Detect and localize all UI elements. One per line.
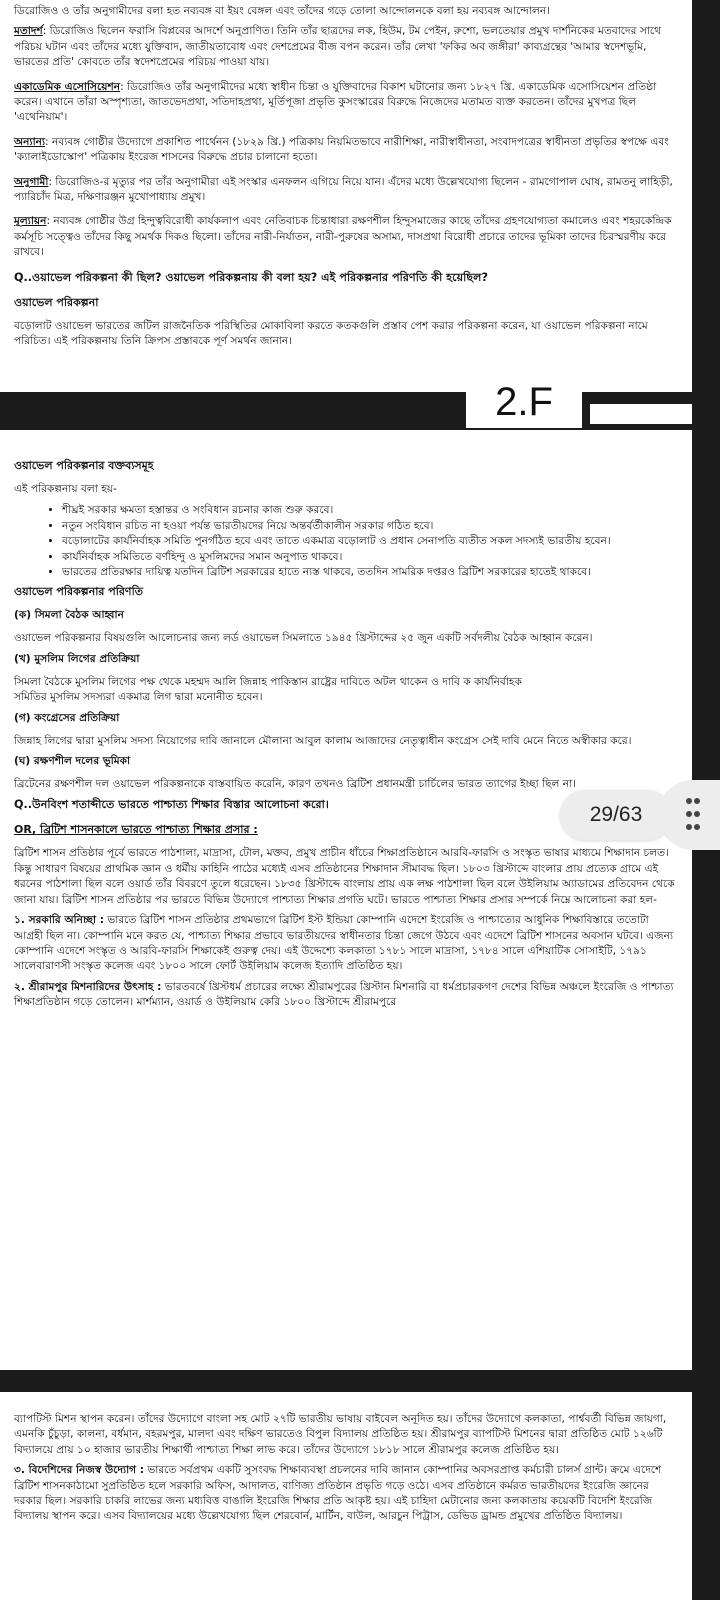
outcome-title: (খ) মুসলিম লিগের প্রতিক্রিয়া <box>14 652 140 665</box>
page-counter: 29/63 <box>560 790 672 840</box>
section-term: মতাদর্শ <box>14 25 43 38</box>
page-number-label: 2.F <box>466 376 582 428</box>
section-others <box>14 135 678 166</box>
point-term: ২. শ্রীরামপুর মিশনারিদের উৎসাহ : <box>14 980 162 993</box>
point-term: ৩. বিদেশিদের নিজস্ব উদ্যোগ : <box>14 1464 145 1477</box>
section-text: : ডিরোজিও ছিলেন ফরাসি বিপ্লবের আদর্শে অনুপ্রাণিত। তিনি তাঁর ছাত্রদের লক, হিউম, টম পেইন, রুশো, ভলতেয়ার প্রমুখ দার্শনিকের মতবাদের সাথে পরিচয় ঘটান এবং তাঁদের মধ্যে যুক্তিবাদ, জাতীয়তাবোধ এবং দেশপ্রেমের বীজ বপন করেন। তাঁর লেখা 'ফকির অব জঙ্গীরা' কাব্যগ্রন্থের 'আমার স্বদেশভূমি, ভারতের প্রতি' কোবতে তাঁর স্বদেশপ্রেমের পরিচয় পাওয়া যায়। <box>14 25 662 69</box>
section-text: : নব্যবঙ্গ গোষ্ঠীর উদ্যোগে প্রকাশিত পার্থেনন (১৮২৯ খ্রি.) পত্রিকায় নিয়মিতভাবে নারীশিক্ষা, নারীস্বাধীনতা, সংবাদপত্রের স্বাধীনতা প্রভৃতির স্বপক্ষে এবং 'ক্যালাইডোস্কোপ' পত্রিকায় ইংরেজ শাসনের বিরুদ্ধে প্রচার চালানো হতো। <box>14 135 669 164</box>
intro-paragraph: বড়োলাট ওয়াভেল ভারতের জটিল রাজনৈতিক পরিস্থিতির মোকাবিলা করতে কতকগুলি প্রস্তাব পেশ করার পরিকল্পনা করেন, যা ওয়াভেল পরিকল্পনা নামে পরিচিত। এই পরিকল্পনায় তিনি ক্রিপস প্রস্তাবকে পূর্ণ সমর্থন জানান। <box>14 319 648 348</box>
outcome-title: (ক) সিমলা বৈঠক আহ্বান <box>14 609 124 622</box>
list-item: • কার্যনির্বাহক সমিতিতে বর্ণহিন্দু ও মুসলিমদের সমান অনুপাত থাকবে। <box>62 550 678 565</box>
page-label-strip <box>590 404 692 424</box>
document-page-3 <box>0 1392 692 1600</box>
outcome-text: ব্রিটেনের রক্ষণশীল দল ওয়াভেল পরিকল্পনাকে বাস্তবায়িত করেনি, কারণ তখনও ব্রিটিশ প্রধানমন্ত্রী চার্চিলের ভারত ত্যাগের ইচ্ছা ছিল না। <box>14 778 576 791</box>
or-heading-text: ব্রিটিশ শাসনকালে ভারতে পাশ্চাত্য শিক্ষার প্রসার : <box>36 823 258 837</box>
outcome-title: (ঘ) রক্ষণশীল দলের ভূমিকা <box>14 755 131 768</box>
fast-scroll-handle[interactable] <box>658 780 720 850</box>
list-item: • শীঘ্রই সরকার ক্ষমতা হস্তান্তর ও সংবিধান রচনার কাজ শুরু করবে। <box>62 503 678 518</box>
section-term: অন্যান্য <box>14 135 46 148</box>
outcome-text: জিন্নাহ লিগের দ্বারা মুসলিম সদস্য নিয়োগের দাবি জানালে মৌলানা আবুল কালাম আজাদের নেতৃত্বাধীন কংগ্রেস সেই দাবি মেনে নিতে অস্বীকার করে। <box>14 734 632 747</box>
point-paragraph <box>14 1463 678 1525</box>
education-intro: ব্রিটিশ শাসন প্রতিষ্ঠার পূর্বে ভারতে পাঠশালা, মাদ্রাসা, টোল, মক্তব, প্রমুখ প্রাচীন ধাঁচের শিক্ষাপ্রতিষ্ঠানে আরবি-ফারসি ও সংস্কৃত ভাষার মাধ্যমে শিক্ষাদান চলত। কিন্তু সাধারণ বিষয়ের প্রাথমিক জ্ঞান ও ধর্মীয় কাহিনি পাঠের মধ্যেই এসব প্রতিষ্ঠানের শিক্ষাদান সীমাবদ্ধ ছিল। ১৮০৩ খ্রিস্টাব্দে বাংলার প্রায় প্রত্যেক গ্রামে এই ধরনের পাঠশালা ছিল বলে ওয়ার্ড তাঁর বিবরণে তুলে ধরেছেন। ১৮৩৫ খ্রিস্টাব্দে বাংলায় প্রায় এক লক্ষ পাঠশালা ছিল বলে উইলিয়াম অ্যাডামের প্রতিবেদন থেকে জানা যায়। ব্রিটিশ শাসন প্রতিষ্ঠার পর ভারতে বিভিন্ন উদ্যোগে পাশ্চাত্য শিক্ষার প্রগতি ঘটে। ভারতে পাশ্চাত্য শিক্ষার প্রসার সম্পর্কে নিম্নে আলোচনা করা হল- <box>14 847 675 906</box>
point-text: ভারতে সর্বপ্রথম একটি সুসংবদ্ধ শিক্ষাব্যবস্থা প্রচলনের দাবি জানান কোম্পানির অবসরপ্রাপ্ত কর্মচারী চালর্স গ্রান্ট। ক্রমে এদেশে ব্রিটিশ শাসনকাঠামো সুপ্রতিষ্ঠিত হলে সরকারি অফিস, আদালত, বাণিজ্য প্রতিষ্ঠান প্রভৃতি গড়ে ওঠে। এসব প্রতিষ্ঠানে কর্মরত ভারতীয়দের ইংরেজি জ্ঞানের দরকার ছিল। সরকারি চাকরি লাভের জন্য মধ্যবিত্ত বাঙালি ইংরেজি শিক্ষার প্রতি আকৃষ্ট হয়। এই চাহিদা মেটানোর জন্য কলকাতায় কয়েকটি বিদেশি ইংরেজি বিদ্যালয় স্থাপন করে। এসব বিদ্যালয়ের মধ্যে উল্লেখযোগ্য ছিল শেরবোর্ন, মার্টিন, বাউল, আরচুন পিট্রাস, ডেভিড ড্রামন্ড প্রমুখের প্রতিষ্ঠিত বিদ্যালয়। <box>14 1464 662 1523</box>
outcome-text: ওয়াভেল পরিকল্পনার বিষয়গুলি আলোচনার জন্য লর্ড ওয়াভেল সিমলাতে ১৯৪৫ খ্রিস্টাব্দের ২৫ জুন একটি সর্বদলীয় বৈঠক আহ্বান করেন। <box>14 632 593 645</box>
point-paragraph <box>14 913 678 975</box>
bullet-list <box>62 503 678 580</box>
section-text: : নব্যবঙ্গ গোষ্ঠীর উগ্র হিন্দুত্ববিরোধী কার্যকলাপ এবং নেতিবাচক চিন্তাধারা রক্ষণশীল হিন্দুসমাজের কাছে তাঁদের গ্রহণযোগ্যতা কমালেও এবং শহরকেন্দ্রিক কর্মসূচি সত্ত্বেও তাঁদের কিছু সমর্থক দিকও ছিলো। তাঁদের নারী-নির্যাতন, নারী-পুরুষের অসাম্য, দাসপ্রথা বিরোধী প্রচারে তাদের ভূমিকা তাদের চিরস্মরণীয় করে রাখবে। <box>14 215 672 259</box>
section-evaluation <box>14 214 678 260</box>
outcome-text: সিমলা বৈঠকে মুসলিম লিগের পক্ষ থেকে মহম্মদ আলি জিন্নাহ পাকিস্তান রাষ্ট্রের দাবিতে অটল থাকেন ও দাবি ক কার্যনির্বাহক সমিতির মুসলিম সদস্যরা একমাত্র লিগ দ্বারা মনোনীত হবেন। <box>14 675 522 704</box>
continuation-paragraph: ব্যাপটিস্ট মিশন স্থাপন করেন। তাঁদের উদ্যোগে বাংলা সহ মোট ২৭টি ভারতীয় ভাষায় বাইবেল অনূদিত হয়। তাঁদের উদ্যোগে কলকাতা, পার্শ্ববর্তী বিভিন্ন জায়গা, এমনকি চুঁচুড়া, কালনা, বর্ধমান, বহরমপুর, মালদা এবং দক্ষিণ ভারতেও বিপুল বিদ্যালয় প্রতিষ্ঠিত হয়। শ্রীরামপুর ব্যাপটিস্ট মিশনের দ্বারা প্রতিষ্ঠিত মোট ১২৬টি বিদ্যালয়ে প্রায় ১০ হাজার ভারতীয় শিক্ষার্থী পাশ্চাত্য শিক্ষা লাভ করে। তাঁদের উদ্যোগে ১৮১৮ সালে শ্রীরামপুর কলেজ প্রতিষ্ঠিত হয়। <box>14 1413 667 1456</box>
outcome-heading: ওয়াভেল পরিকল্পনার পরিণতি <box>14 585 143 599</box>
lead-text: এই পরিকল্পনায় বলা হয়- <box>14 483 117 495</box>
list-item: • বড়োলাটের কার্যনির্বাহক সমিতি পুনর্গঠিত হবে এবং তাতে একমাত্র বড়োলাট ও প্রধান সেনাপতি ব্যতীত সকল সদস্যই ভারতীয় হবেন। <box>62 534 678 549</box>
point-text: ভারতে ব্রিটিশ শাসন প্রতিষ্ঠার প্রথমভাগে ব্রিটিশ ইস্ট ইন্ডিয়া কোম্পানি এদেশে ইংরেজি ও পাশ্চাত্যের আধুনিক শিক্ষাবিস্তারে ততোটা আগ্রহী ছিল না। কোম্পানি মনে করত যে, পাশ্চাত্য শিক্ষার প্রভাবে ভারতীয়দের স্বাধীনতার চিন্তা জেগে উঠবে এবং এদেশে ব্রিটিশ শাসনের অবসান ঘটবে। এজন্য কোম্পানি এদেশে সংস্কৃত ও আরবি-ফারসি শিক্ষাকেই গুরুত্ব দেয়। এই উদ্দেশ্যে কলকাতা ১৭৮১ সালে মাদ্রাসা, ১৭৮৪ সালে এশিয়াটিক সোসাইটি, ১৭৯১ সালেবারাণসী সংস্কৃত কলেজ এবং ১৮০০ সালে ফোর্ট উইলিয়াম কলেজ ইত্যাদি প্রতিষ্ঠিত হয়। <box>14 914 674 973</box>
section-text: : ডিরোজিও-র মৃত্যুর পর তাঁর অনুগামীরা এই সংস্কার এনফলন এগিয়ে নিয়ে যান। এঁদের মধ্যে উল্লেখযোগ্য ছিলেন - রামগোপাল ঘোষ, রামতনু লাহিড়ী, প্যারিচাঁদ মিত্র, দক্ষিণারঞ্জন মুখোপাধ্যায় প্রমুখ। <box>14 175 673 204</box>
point-paragraph <box>14 980 678 1011</box>
document-page-1 <box>0 0 692 392</box>
outcome-title: (গ) কংগ্রেসের প্রতিক্রিয়া <box>14 711 120 724</box>
vertical-dots-icon <box>686 798 700 832</box>
section-term: একাডেমিক এসোসিয়েশন <box>14 80 121 93</box>
section-heading: ওয়াভেল পরিকল্পনার বক্তব্যসমূহ <box>14 459 154 472</box>
list-item: • ভারতের প্রতিরক্ষার দায়িত্ব যতদিন ব্রিটিশ সরকারের হাতে ন্যস্ত থাকবে, ততদিন সামরিক দপ্তরও ব্রিটিশ সরকারের হাতেই থাকবে। <box>62 565 678 580</box>
question-heading: Q..উনবিংশ শতাব্দীতে ভারতে পাশ্চাত্য শিক্ষার বিস্তার আলোচনা করো। <box>14 798 329 812</box>
question-heading: Q..ওয়াভেল পরিকল্পনা কী ছিল? ওয়াভেল পরিকল্পনায় কী বলা হয়? এই পরিকল্পনার পরিণতি কী হয়েছিল? <box>14 270 488 284</box>
section-heading: ওয়াভেল পরিকল্পনা <box>14 295 99 309</box>
section-ideology <box>14 24 678 70</box>
list-item: • নতুন সংবিধান রচিত না হওয়া পর্যন্ত ভারতীয়দের নিয়ে অন্তর্বর্তীকালীন সরকার গঠিত হবে। <box>62 519 678 534</box>
or-label: OR, <box>14 823 37 837</box>
document-page-2 <box>0 430 692 1370</box>
section-academic-association <box>14 80 678 126</box>
point-text: ভারতবর্ষে খ্রিস্টধর্ম প্রচারের লক্ষ্যে শ্রীরামপুরের খ্রিস্টান মিশনারি বা ধর্মপ্রচারকগণ দেশের বিভিন্ন অঞ্চলে ইংরেজি ও পাশ্চাত্য শিক্ষাপ্রতিষ্ঠান গড়ে তোলেন। মার্শম্যান, ওয়ার্ড ও উইলিয়াম কেরি ১৮০০ খ্রিস্টাব্দে শ্রীরামপুরে <box>14 980 674 1009</box>
point-term: ১. সরকারি অনিচ্ছা : <box>14 914 104 927</box>
top-line: ডিরোজিও ও তাঁর অনুগামীদের বলা হত নব্যবঙ্গ বা ইয়ং বেঙ্গল এবং তাঁদের গড়ে তোলা আন্দোলনকে বলা হয় নব্যবঙ্গ আন্দোলন। <box>14 5 550 17</box>
section-followers <box>14 175 678 206</box>
section-text: : ডিরোজিও তাঁর অনুগামীদের মধ্যে স্বাধীন চিন্তা ও যুক্তিবাদের বিকাশ ঘটানোর জন্য ১৮২৭ খ্রি. একাডেমিক এসোসিয়েশন প্রতিষ্ঠা করেন। এখানে তাঁরা অস্পৃশ্যতা, জাতভেদপ্রথা, সতিদাহপ্রথা, মূর্তিপূজা প্রভৃতি কুসংস্কারের বিরুদ্ধে নিজেদের মতামত ব্যক্ত করতেন। তাঁদের মুখপত্র ছিল 'এথেনিয়াম'। <box>14 80 657 124</box>
section-term: অনুগামী <box>14 175 49 188</box>
section-term: মূল্যায়ন <box>14 215 47 228</box>
